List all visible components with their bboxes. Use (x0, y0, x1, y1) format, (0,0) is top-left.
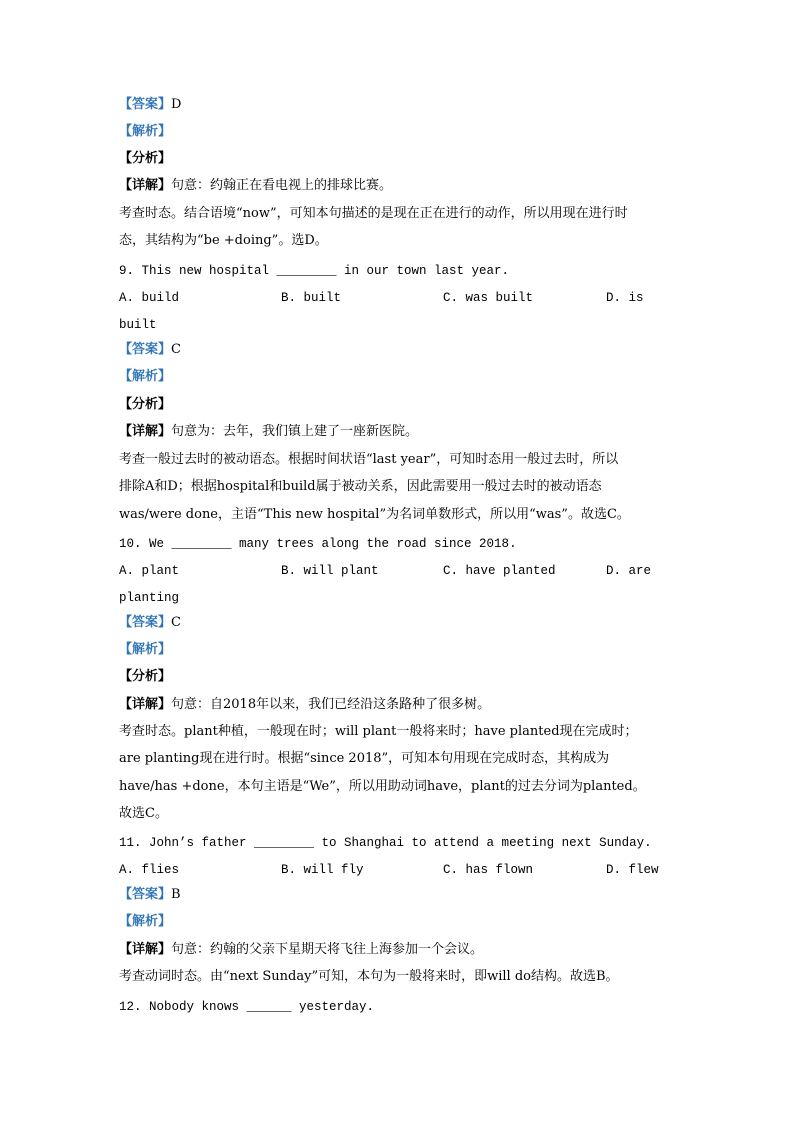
detail-text: 句意：约翰正在看电视上的排球比赛。 (171, 178, 393, 193)
option-d: D. is (606, 291, 644, 305)
explanation-line: 考查一般过去时的被动语态。根据时间状语“last year”，可知时态用一般过去时，所以 (119, 452, 619, 467)
question-stem: 11. John’s father ________ to Shanghai to attend a meeting next Sunday. (119, 836, 652, 850)
detail-line (119, 941, 483, 959)
detail-line (119, 177, 392, 195)
explanation-line: 考查时态。plant种植，一般现在时；will plant一般将来时；have planted现在完成时； (119, 724, 638, 739)
answer-value: D (171, 97, 182, 112)
option-b: B. will plant (281, 564, 379, 578)
option-c: C. has flown (443, 863, 534, 877)
fenxi-tag: 【分析】 (119, 151, 172, 166)
detail-text: 句意为：去年，我们镇上建了一座新医院。 (171, 424, 419, 439)
detail-line (119, 696, 490, 714)
explanation-line: 考查时态。结合语境“now”，可知本句描述的是现在正在进行的动作，所以用现在进行时 (119, 206, 628, 221)
analysis-tag: 【解析】 (119, 642, 172, 657)
answer-line (119, 614, 181, 632)
answer-tag: 【答案】 (119, 887, 172, 902)
option-d: D. flew (606, 863, 659, 877)
explanation-line: was/were done，主语“This new hospital”为名词单数形式，所以用“was”。故选C。 (119, 507, 630, 522)
fenxi-tag: 【分析】 (119, 397, 172, 412)
option-b: B. built (281, 291, 342, 305)
answer-tag: 【答案】 (119, 342, 172, 357)
detail-tag: 【详解】 (119, 942, 172, 957)
option-d: D. are (606, 564, 652, 578)
answer-value: C (171, 615, 181, 630)
option-c: C. have planted (443, 564, 556, 578)
option-d-wrap: planting (119, 591, 180, 605)
answer-tag: 【答案】 (119, 97, 172, 112)
fenxi-tag: 【分析】 (119, 669, 172, 684)
answer-line (119, 886, 181, 904)
option-c: C. was built (443, 291, 534, 305)
detail-tag: 【详解】 (119, 424, 172, 439)
option-a: A. build (119, 291, 180, 305)
explanation-line: are planting现在进行时。根据“since 2018”，可知本句用现在完成时态，其构成为 (119, 751, 610, 766)
explanation-line: 排除A和D；根据hospital和build属于被动关系，因此需要用一般过去时的被动语态 (119, 479, 602, 494)
question-stem: 12. Nobody knows ______ yesterday. (119, 1000, 375, 1014)
detail-text: 句意：自2018年以来，我们已经沿这条路种了很多树。 (171, 697, 491, 712)
answer-value: C (171, 342, 181, 357)
detail-tag: 【详解】 (119, 178, 172, 193)
answer-line (119, 96, 181, 114)
option-d-wrap: built (119, 318, 157, 332)
explanation-line: have/has +done，本句主语是“We”，所以用助动词have，plant的过去分词为planted。 (119, 779, 646, 794)
explanation-line: 考查动词时态。由“next Sunday”可知，本句为一般将来时，即will do结构。故选B。 (119, 969, 619, 984)
explanation-line: 故选C。 (119, 806, 168, 821)
option-b: B. will fly (281, 863, 364, 877)
answer-tag: 【答案】 (119, 615, 172, 630)
explanation-line: 态，其结构为“be +doing”。选D。 (119, 233, 328, 248)
detail-text: 句意：约翰的父亲下星期天将飞往上海参加一个会议。 (171, 942, 484, 957)
detail-tag: 【详解】 (119, 697, 172, 712)
analysis-tag: 【解析】 (119, 914, 172, 929)
question-stem: 10. We ________ many trees along the road since 2018. (119, 537, 517, 551)
analysis-tag: 【解析】 (119, 124, 172, 139)
answer-line (119, 341, 181, 359)
option-a: A. flies (119, 863, 180, 877)
analysis-tag: 【解析】 (119, 369, 172, 384)
detail-line (119, 423, 418, 441)
answer-value: B (171, 887, 181, 902)
question-stem: 9. This new hospital ________ in our town last year. (119, 264, 510, 278)
option-a: A. plant (119, 564, 180, 578)
